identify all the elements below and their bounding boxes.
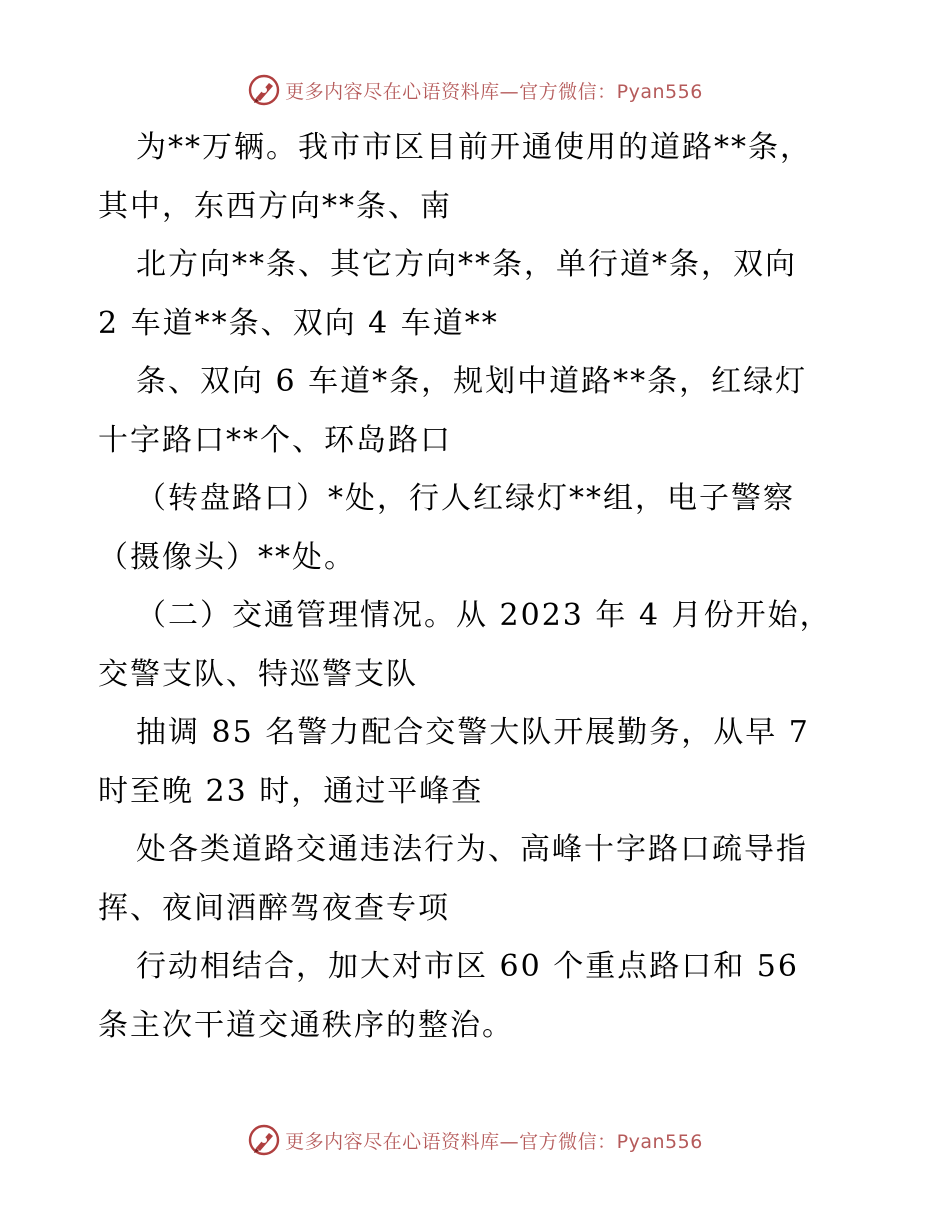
header-watermark-text: 更多内容尽在心语资料库—官方微信：Pyan556 xyxy=(285,80,703,103)
text-line: （摄像头）**处。 xyxy=(98,539,356,575)
footer-watermark xyxy=(0,1120,950,1160)
text-line: 十字路口**个、环岛路口 xyxy=(98,422,452,458)
header-watermark xyxy=(0,70,950,110)
text-line: 交警支队、特巡警支队 xyxy=(98,656,418,692)
text-line: 时至晚 23 时，通过平峰查 xyxy=(98,773,484,809)
text-line: 北方向**条、其它方向**条，单行道*条，双向 xyxy=(136,247,797,282)
text-line: 抽调 85 名警力配合交警大队开展勤务，从早 7 xyxy=(136,715,810,750)
pen-logo-icon xyxy=(247,73,281,107)
text-line: 其中，东西方向**条、南 xyxy=(98,188,452,224)
text-line: 挥、夜间酒醉驾夜查专项 xyxy=(98,890,450,926)
footer-watermark-text: 更多内容尽在心语资料库—官方微信：Pyan556 xyxy=(285,1130,703,1153)
pen-logo-icon xyxy=(247,1123,281,1157)
text-line: 处各类道路交通违法行为、高峰十字路口疏导指 xyxy=(136,832,808,867)
text-line: 为**万辆。我市市区目前开通使用的道路**条， xyxy=(136,130,812,165)
document-body xyxy=(98,123,858,1059)
text-line: 行动相结合，加大对市区 60 个重点路口和 56 xyxy=(136,949,799,984)
text-line: 条主次干道交通秩序的整治。 xyxy=(98,1007,514,1043)
text-line: 2 车道**条、双向 4 车道** xyxy=(98,305,499,341)
text-line: 条、双向 6 车道*条，规划中道路**条，红绿灯 xyxy=(136,364,808,399)
text-line: （转盘路口）*处，行人红绿灯**组，电子警察 xyxy=(136,481,795,516)
text-line: （二）交通管理情况。从 2023 年 4 月份开始， xyxy=(136,598,832,633)
